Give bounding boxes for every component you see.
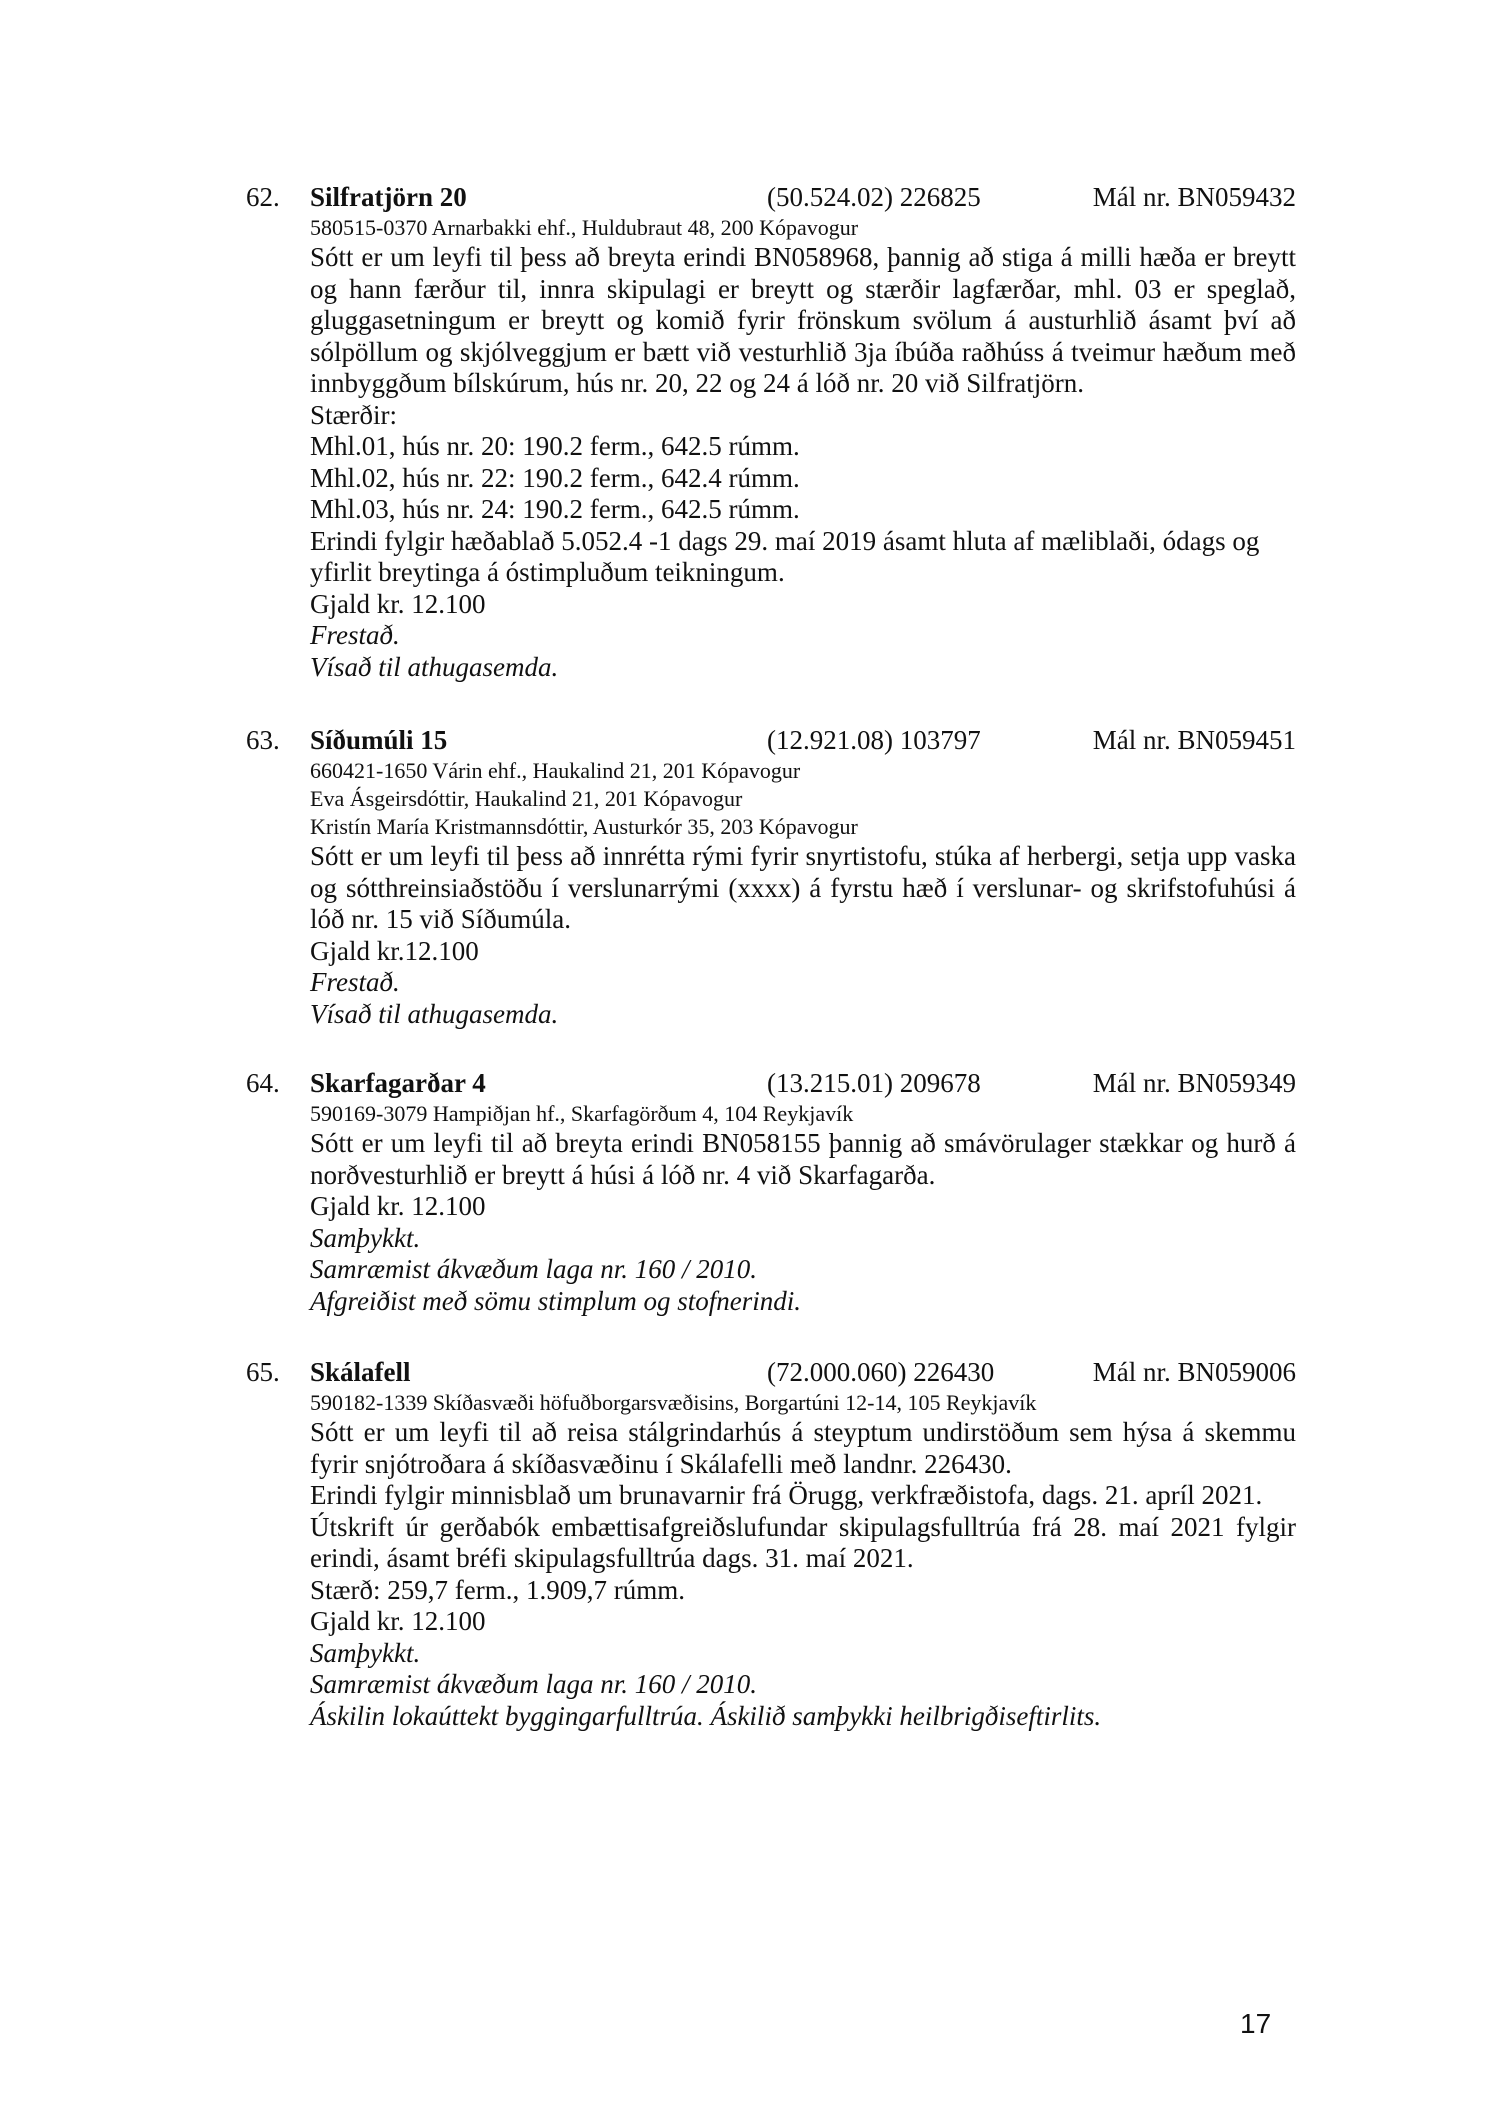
decision-line: Vísað til athugasemda. [310,651,559,682]
entry-description: Sótt er um leyfi til að breyta erindi BN058155 þannig að smávörulager stækkar og hurð á norðvesturhlið er breytt á húsi á lóð nr. 4 við Skarfagarða. [310,1128,1296,1190]
decision-line: Afgreiðist með sömu stimplum og stofnerindi. [310,1285,801,1316]
detail-line: Mhl.03, hús nr. 24: 190.2 ferm., 642.5 rúmm. [310,494,800,524]
entry-address: Skálafell [310,1357,411,1387]
entry-header [246,180,1296,214]
page-number: 17 [1240,2008,1272,2039]
decision-line: Samræmist ákvæðum laga nr. 160 / 2010. [310,1254,758,1284]
entry-case-number: Mál nr. BN059451 [1092,725,1296,755]
applicant-line: 660421-1650 Várin ehf., Haukalind 21, 201 Kópavogur [310,758,801,783]
applicant-line: 590169-3079 Hampiðjan hf., Skarfagörðum 4, 104 Reykjavík [310,1101,854,1126]
detail-line: Stærð: 259,7 ferm., 1.909,7 rúmm. [310,1574,685,1605]
case-entry-62 [246,180,1296,683]
case-entry-63 [246,723,1296,1030]
applicant-line: Eva Ásgeirsdóttir, Haukalind 21, 201 Kópavogur [310,786,743,811]
decision-line: Samþykkt. [310,1637,421,1668]
entry-description: Sótt er um leyfi til þess að breyta erindi BN058968, þannig að stiga á milli hæða er breytt og hann færður til, innra skipulagi er breytt og stærðir lagfærðar, mhl. 03 er speglað, gluggasetningum er breytt og komið fyrir frönskum svölum á austurhlið ásamt því að sólpöllum og skjólveggjum er bætt við vesturhlið 3ja íbúða raðhúss á tveimur hæðum með innbyggðum bílskúrum, hús nr. 20, 22 og 24 á lóð nr. 20 við Silfratjörn. [310,242,1296,398]
entry-number: 64. [246,1068,280,1098]
entry-header [246,723,1296,757]
entry-reference: (72.000.060) 226430 [767,1357,995,1387]
entry-description: Sótt er um leyfi til þess að innrétta rými fyrir snyrtistofu, stúka af herbergi, setja upp vaska og sótthreinsiaðstöðu í verslunarrými (xxxx) á fyrstu hæð í verslunar- og skrifstofuhúsi á lóð nr. 15 við Síðumúla. [310,841,1296,934]
detail-line: Mhl.02, hús nr. 22: 190.2 ferm., 642.4 rúmm. [310,462,800,493]
applicant-line: 590182-1339 Skíðasvæði höfuðborgarsvæðisins, Borgartúni 12-14, 105 Reykjavík [310,1390,1037,1415]
entry-header [246,1355,1296,1389]
detail-line: Mhl.01, hús nr. 20: 190.2 ferm., 642.5 rúmm. [310,431,800,461]
entry-reference: (50.524.02) 226825 [767,182,981,212]
entry-case-number: Mál nr. BN059349 [1092,1068,1296,1098]
entry-header [246,1066,1296,1100]
entry-reference: (13.215.01) 209678 [767,1068,981,1098]
applicant-line: 580515-0370 Arnarbakki ehf., Huldubraut 48, 200 Kópavogur [310,215,859,240]
entry-address: Skarfagarðar 4 [310,1068,486,1098]
fee-line: Gjald kr. 12.100 [310,1191,486,1221]
entry-description: Sótt er um leyfi til að reisa stálgrindarhús á steyptum undirstöðum sem hýsa á skemmu fyrir snjótroðara á skíðasvæðinu í Skálafelli með landnr. 226430. [310,1417,1296,1479]
decision-line: Áskilin lokaúttekt byggingarfulltrúa. Áskilið samþykki heilbrigðiseftirlits. [310,1700,1102,1731]
fee-line: Gjald kr. 12.100 [310,588,486,619]
entry-number: 65. [246,1357,280,1387]
case-entry-65 [246,1355,1296,1732]
detail-line: Erindi fylgir minnisblað um brunavarnir frá Örugg, verkfræðistofa, dags. 21. apríl 2021. [310,1480,1263,1510]
detail-line: Útskrift úr gerðabók embættisafgreiðslufundar skipulagsfulltrúa frá 28. maí 2021 fylgir erindi, ásamt bréfi skipulagsfulltrúa dags. 31. maí 2021. [310,1511,1296,1573]
decision-line: Frestað. [310,967,400,997]
decision-line: Samræmist ákvæðum laga nr. 160 / 2010. [310,1669,758,1699]
applicant-line: Kristín María Kristmannsdóttir, Austurkór 35, 203 Kópavogur [310,814,858,839]
detail-line: Erindi fylgir hæðablað 5.052.4 -1 dags 29. maí 2019 ásamt hluta af mæliblaði, ódags og yfirlit breytinga á óstimpluðum teikningum. [310,525,1260,587]
entry-address: Silfratjörn 20 [310,182,467,212]
decision-line: Frestað. [310,620,400,650]
entry-reference: (12.921.08) 103797 [767,725,981,755]
entry-number: 63. [246,725,280,755]
fee-line: Gjald kr.12.100 [310,935,479,966]
entry-address: Síðumúli 15 [310,725,448,755]
detail-line: Stærðir: [310,399,398,430]
entry-number: 62. [246,182,280,212]
entry-case-number: Mál nr. BN059006 [1092,1357,1296,1387]
fee-line: Gjald kr. 12.100 [310,1606,486,1636]
decision-line: Samþykkt. [310,1222,421,1253]
case-entry-64 [246,1066,1296,1317]
decision-line: Vísað til athugasemda. [310,998,559,1029]
entry-case-number: Mál nr. BN059432 [1092,182,1296,212]
